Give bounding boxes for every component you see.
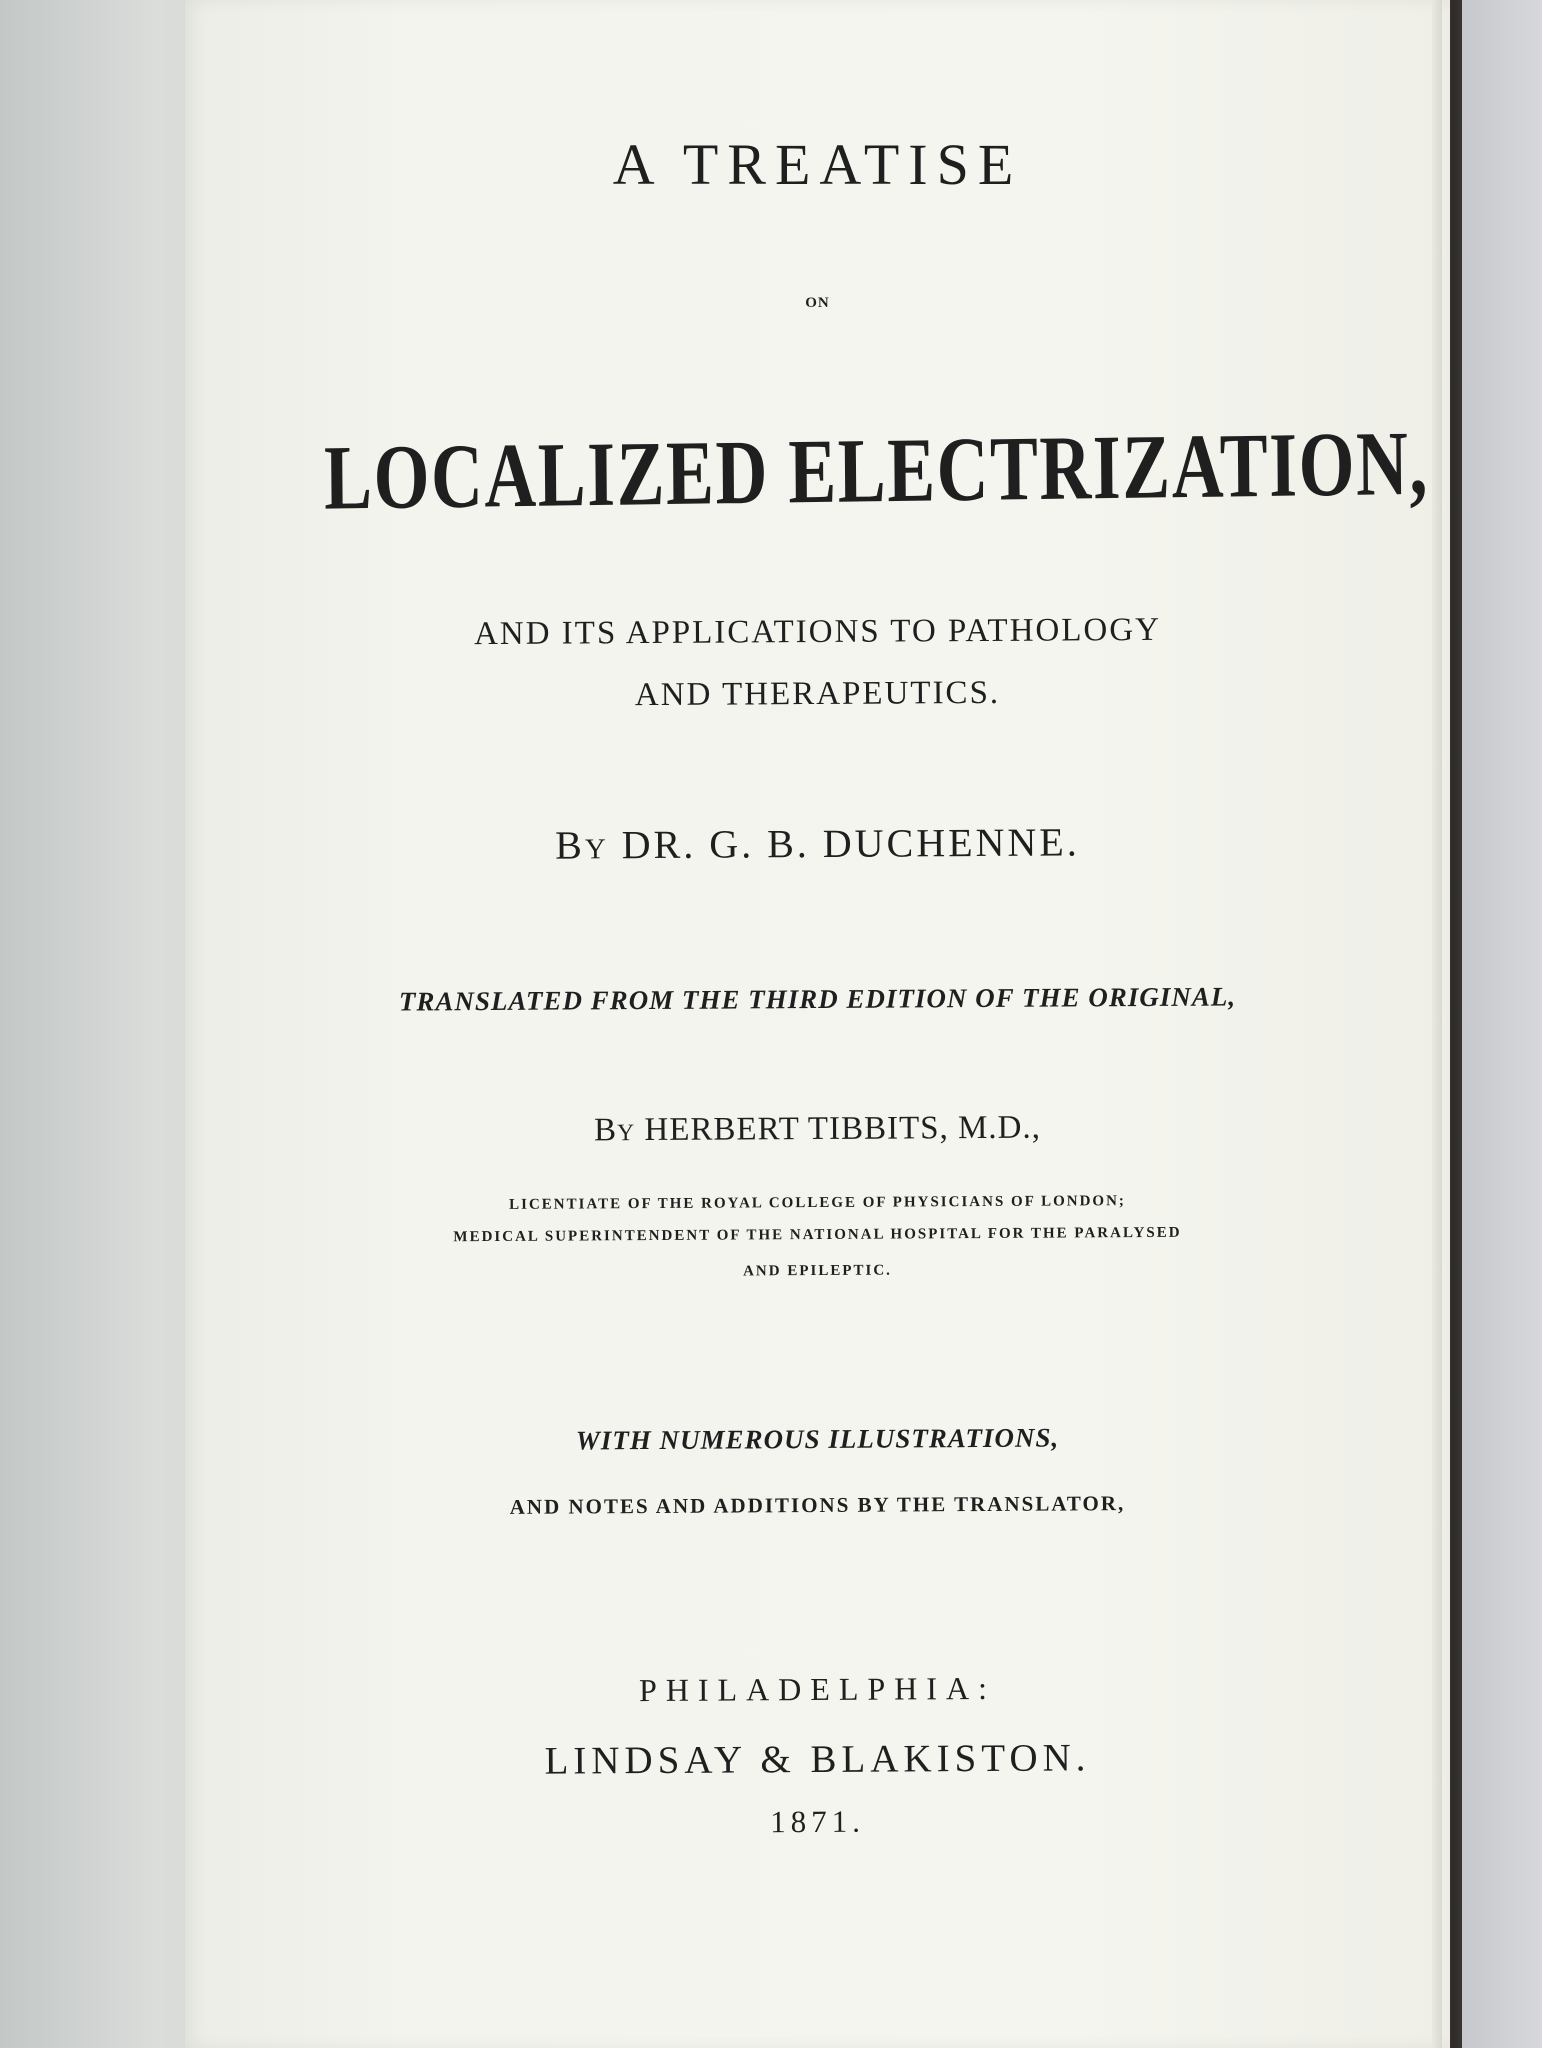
- subtitle-line-2: AND THERAPEUTICS.: [634, 674, 1001, 714]
- title-heading: A TREATISE: [612, 132, 1023, 197]
- author-line: [185, 820, 1450, 868]
- translation-note: TRANSLATED FROM THE THIRD EDITION OF THE ORIGINAL,: [398, 981, 1237, 1017]
- author-prefix-rest: Y: [584, 833, 609, 866]
- main-title: LOCALIZED ELECTRIZATION,: [323, 411, 1430, 529]
- title-connector: ON: [805, 295, 830, 311]
- subtitle-line-1: AND ITS APPLICATIONS TO PATHOLOGY: [473, 611, 1162, 653]
- translator-prefix-initial: B: [593, 1112, 618, 1149]
- notes-line: AND NOTES AND ADDITIONS BY THE TRANSLATOR,: [509, 1491, 1126, 1519]
- author-prefix-initial: B: [555, 822, 586, 868]
- illustrations-note: WITH NUMEROUS ILLUSTRATIONS,: [575, 1422, 1060, 1456]
- page-edge: [1432, 0, 1442, 2048]
- imprint-year: 1871.: [770, 1803, 865, 1840]
- background-wall: [1462, 0, 1542, 2048]
- title-page: [185, 0, 1450, 2048]
- translator-credentials-line-1: LICENTIATE OF THE ROYAL COLLEGE OF PHYSICIANS OF LONDON;: [509, 1193, 1126, 1213]
- imprint-city: PHILADELPHIA:: [638, 1669, 997, 1709]
- translator-name: HERBERT TIBBITS, M.D.,: [644, 1109, 1042, 1149]
- translator-prefix-rest: Y: [616, 1120, 636, 1147]
- author-name: DR. G. B. DUCHENNE.: [621, 819, 1080, 868]
- translator-credentials-line-2: MEDICAL SUPERINTENDENT OF THE NATIONAL HOSPITAL FOR THE PARALYSED: [453, 1224, 1182, 1246]
- translator-credentials-line-3: AND EPILEPTIC.: [743, 1262, 892, 1280]
- translator-line: [185, 1109, 1450, 1150]
- imprint-publisher: LINDSAY & BLAKISTON.: [544, 1736, 1091, 1783]
